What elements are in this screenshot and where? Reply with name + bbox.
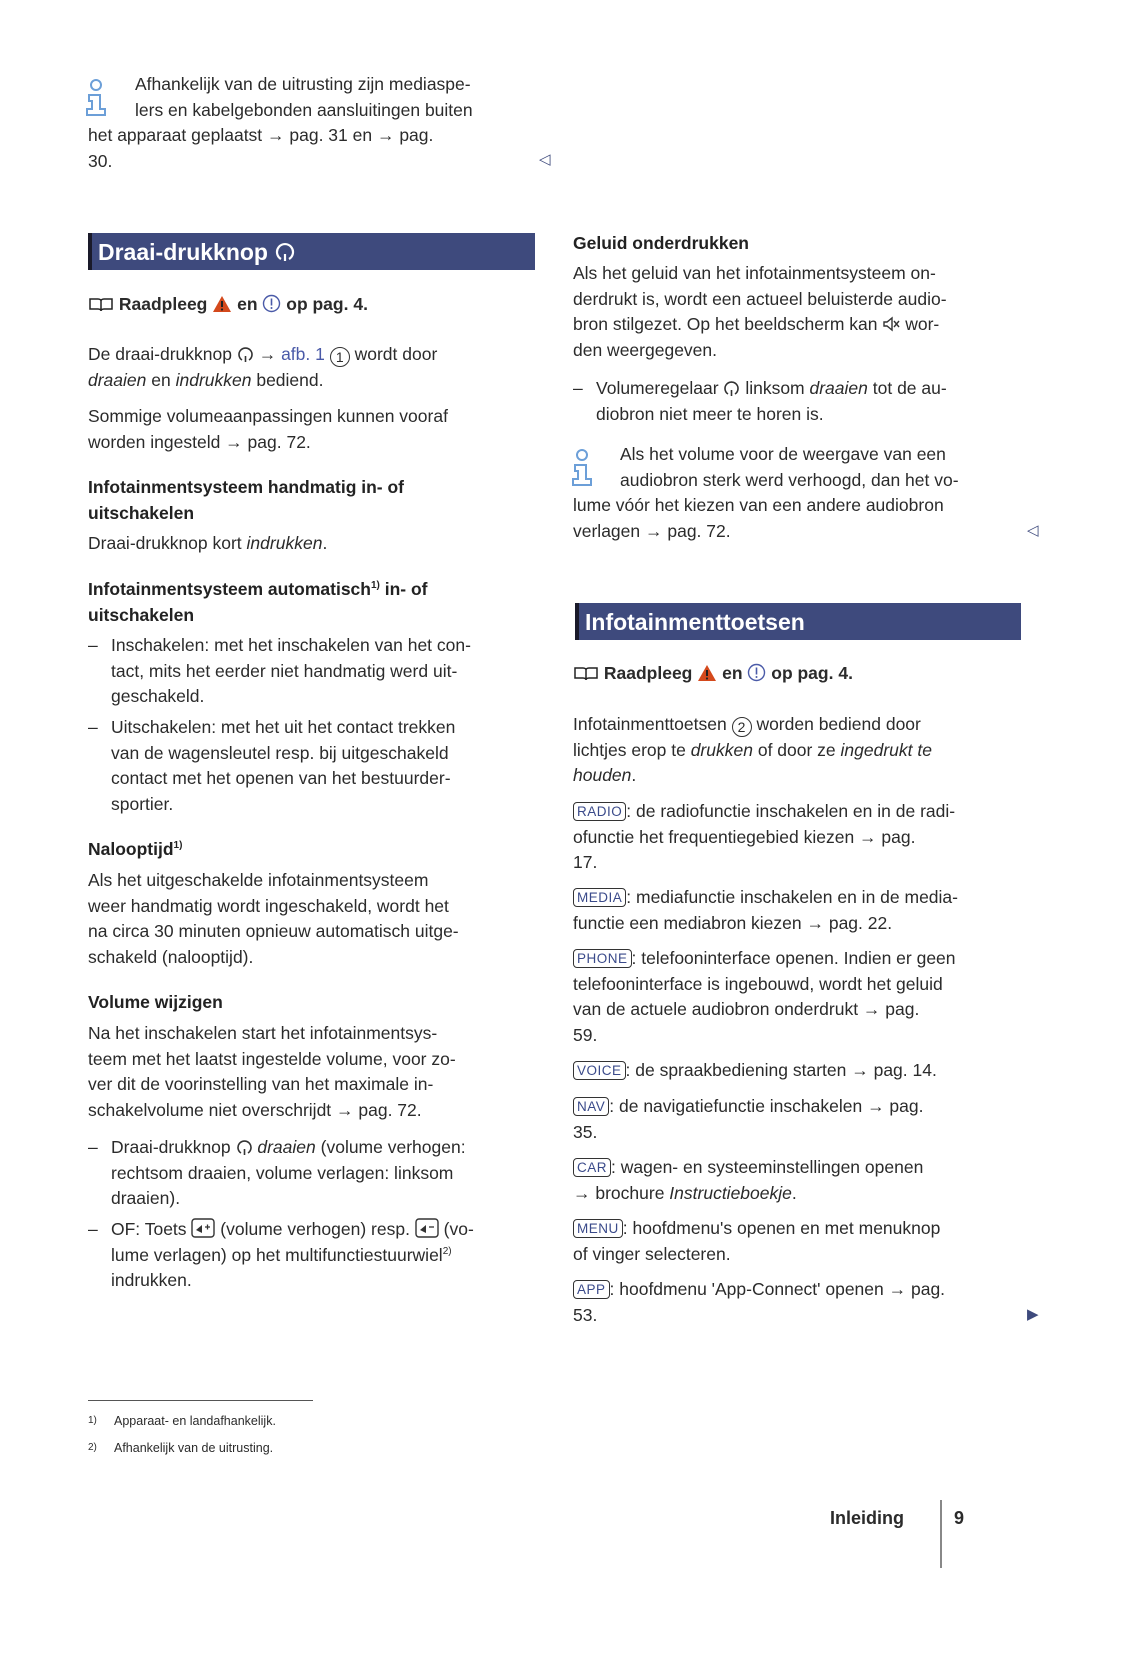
line-text: rechtsom draaien, volume verlagen: linksom	[111, 1162, 454, 1183]
list-item-knob	[88, 1135, 466, 1212]
section-end-marker: ◁	[539, 150, 551, 168]
key-nav-description	[573, 1094, 924, 1145]
line-text: diobron niet meer te horen is.	[596, 403, 824, 424]
footnote-mark: 2)	[88, 1442, 97, 1453]
text: bediend.	[251, 369, 324, 390]
text-line	[573, 231, 749, 257]
section-end-marker: ◁	[1027, 521, 1039, 539]
line-text: 17.	[573, 852, 598, 872]
heading-auto-switch	[88, 577, 428, 628]
continued-marker: ▶	[1027, 1305, 1039, 1323]
footer-divider	[940, 1500, 942, 1568]
bold-text: Raadpleeg	[114, 294, 213, 314]
keys-intro-paragraph	[573, 712, 932, 789]
bold-text: op pag. 4.	[766, 663, 853, 683]
text: bron stilgezet. Op het beeldscherm kan	[573, 314, 883, 334]
text-line	[88, 72, 473, 98]
emphasis-text: draaien	[88, 369, 147, 390]
consult-safety-left	[88, 292, 368, 318]
section-header-draai-drukknop	[88, 233, 535, 270]
line-text: het apparaat geplaatst → pag. 31 en → pag.	[88, 125, 434, 145]
text-line	[88, 123, 473, 149]
text-line	[88, 990, 223, 1016]
heading-mute	[573, 231, 749, 257]
mute-paragraph	[573, 261, 947, 363]
info-note-volume	[573, 442, 959, 544]
text-line	[573, 493, 959, 519]
text-line	[88, 919, 459, 945]
key-media: MEDIA	[573, 888, 626, 907]
line-text: Na het inschakelen start het infotainmentsys-	[88, 1023, 438, 1043]
line-text: contact met het openen van het bestuurder-	[111, 768, 451, 788]
text-line	[573, 825, 955, 851]
line-text: Uitschakelen: met het uit het contact trekken	[111, 717, 456, 737]
line-text: ver dit de voorinstelling van het maximale in-	[88, 1074, 434, 1094]
text-line	[111, 1135, 466, 1161]
line-text: ofunctie het frequentiegebied kiezen → pag.	[573, 826, 916, 847]
knob-icon	[723, 379, 740, 405]
text-line	[88, 837, 182, 863]
list-dash: –	[88, 717, 98, 737]
callout-number: 2	[732, 717, 752, 737]
text-line	[573, 885, 958, 911]
line-text: schakeld (nalooptijd).	[88, 946, 254, 967]
section-title: Draai-drukknop	[98, 239, 268, 265]
text: lume verlagen) op het multifunctiestuurwiel	[111, 1244, 443, 1265]
page-number: 9	[954, 1508, 965, 1528]
key-phone-description	[573, 946, 956, 1048]
text-line	[88, 1072, 456, 1098]
line-text: draaien).	[111, 1188, 181, 1208]
text-line	[573, 1303, 945, 1329]
line-text: uitschakelen	[88, 604, 195, 625]
text: : de navigatiefunctie inschakelen → pag.	[609, 1096, 924, 1116]
text-line	[573, 738, 932, 764]
callout-number: 1	[330, 347, 350, 367]
text-line	[88, 430, 448, 456]
line-text: Inschakelen: met het inschakelen van het con-	[111, 635, 471, 655]
volume-up-key-icon	[191, 1218, 215, 1246]
text-line	[573, 1058, 937, 1084]
list-dash: –	[88, 1137, 98, 1157]
text: Infotainmenttoetsen	[573, 714, 732, 734]
key-menu-description	[573, 1216, 940, 1267]
text-line	[573, 763, 932, 789]
section-title: Infotainmenttoetsen	[585, 609, 805, 635]
heading-volume	[88, 990, 223, 1016]
text-line	[88, 404, 448, 430]
line-text: of vinger selecteren.	[573, 1243, 731, 1264]
footnote-ref: 1)	[370, 580, 380, 591]
text-line	[573, 338, 947, 364]
run-on-paragraph	[88, 868, 459, 970]
text: : de spraakbediening starten → pag. 14.	[625, 1060, 937, 1080]
text-line	[111, 684, 471, 710]
emphasis-text: houden	[573, 765, 632, 785]
text: Draai-drukknop	[111, 1137, 236, 1157]
text: worden bediend door	[751, 714, 921, 734]
text-line	[573, 1120, 924, 1146]
text: (volume verhogen:	[315, 1137, 466, 1157]
text: tot de au-	[867, 378, 947, 398]
text-line	[573, 946, 956, 972]
text-line	[111, 1161, 466, 1187]
key-car-description	[573, 1155, 923, 1206]
key-radio-description	[573, 799, 955, 876]
line-text: functie een mediabron kiezen → pag. 22.	[573, 912, 893, 933]
list-item-mute	[573, 376, 947, 427]
caution-icon	[262, 294, 281, 321]
text-line	[88, 894, 459, 920]
key-radio: RADIO	[573, 802, 626, 821]
line-text: weer handmatig wordt ingeschakeld, wordt het	[88, 895, 449, 916]
knob-icon	[237, 345, 254, 371]
text-line	[573, 312, 947, 338]
text-line	[88, 1021, 456, 1047]
text-line	[573, 1023, 956, 1049]
text-line	[111, 659, 471, 685]
line-text: Sommige volumeaanpassingen kunnen vooraf	[88, 406, 448, 426]
text: : telefooninterface openen. Indien er geen	[631, 948, 956, 968]
text-line	[573, 261, 947, 287]
line-text: uitschakelen	[88, 502, 195, 523]
text-line	[88, 342, 437, 368]
line-text: tact, mits het eerder niet handmatig werd uit-	[111, 660, 458, 681]
key-media-description	[573, 885, 958, 936]
text: in- of	[379, 579, 428, 599]
text-line	[573, 911, 958, 937]
key-app-description	[573, 1277, 945, 1328]
key-menu: MENU	[573, 1219, 623, 1238]
text-line	[111, 715, 455, 741]
line-text: Geluid onderdrukken	[573, 233, 749, 253]
text-line	[88, 1047, 456, 1073]
text-line	[573, 799, 955, 825]
footer-section-name: Inleiding	[830, 1508, 904, 1528]
text: : mediafunctie inschakelen en in de media-	[626, 887, 958, 907]
text: : hoofdmenu's openen en met menuknop	[622, 1218, 941, 1238]
text-line	[111, 792, 455, 818]
text-line	[88, 501, 404, 527]
list-item-steering-wheel	[88, 1217, 474, 1294]
footnote-ref: 1)	[173, 840, 183, 851]
text: of door ze	[752, 739, 841, 760]
text: : wagen- en systeeminstellingen openen	[611, 1157, 924, 1177]
line-text: na circa 30 minuten opnieuw automatisch uitge-	[88, 921, 459, 941]
warning-icon	[212, 295, 232, 321]
text-line	[111, 1268, 474, 1294]
line-text: 30.	[88, 150, 113, 171]
list-dash: –	[573, 378, 583, 398]
text-line	[573, 661, 853, 687]
text-line	[573, 1181, 923, 1207]
line-text: den weergegeven.	[573, 339, 717, 360]
info-note-top	[88, 72, 473, 174]
text: OF: Toets	[111, 1219, 192, 1239]
text-line	[573, 712, 932, 738]
text: Nalooptijd	[88, 839, 174, 859]
text-line	[88, 475, 404, 501]
bold-text: en	[717, 663, 748, 683]
section-header-infotainmenttoetsen	[575, 603, 1021, 640]
line-text: lers en kabelgebonden aansluitingen buiten	[135, 99, 473, 120]
text-line	[88, 368, 437, 394]
line-text: Als het geluid van het infotainmentsysteem on-	[573, 263, 936, 283]
caution-icon	[747, 663, 766, 690]
line-text: Infotainmentsysteem handmatig in- of	[88, 477, 404, 497]
emphasis-text: indrukken	[246, 533, 323, 553]
key-nav: NAV	[573, 1097, 609, 1116]
line-text: verlagen → pag. 72.	[573, 520, 731, 541]
text-line	[596, 376, 947, 402]
line-text: Als het volume voor de weergave van een	[620, 444, 946, 464]
text-line	[88, 1098, 456, 1124]
text: Volumeregelaar	[596, 378, 724, 398]
text-line	[111, 633, 471, 659]
intro-paragraph	[88, 342, 437, 393]
text-line	[573, 519, 959, 545]
list-dash: –	[88, 1219, 98, 1239]
footnote-mark: 1)	[88, 1415, 97, 1426]
text: → brochure	[573, 1182, 670, 1203]
line-text: van de actuele audiobron onderdrukt → pag.	[573, 999, 920, 1019]
list-item-switch-off	[88, 715, 456, 817]
text-line	[111, 766, 455, 792]
bold-text: op pag. 4.	[281, 294, 368, 314]
line-text: Volume wijzigen	[88, 992, 223, 1012]
line-text: worden ingesteld → pag. 72.	[88, 431, 311, 452]
text: De draai-drukknop	[88, 344, 237, 364]
text-line	[88, 603, 428, 629]
footnote-1	[88, 1412, 276, 1432]
preset-paragraph	[88, 404, 448, 455]
text: : hoofdmenu 'App-Connect' openen → pag.	[609, 1279, 946, 1299]
emphasis-text: indrukken	[175, 369, 252, 390]
key-voice-description	[573, 1058, 937, 1084]
text-line	[88, 292, 368, 318]
text: wordt door	[349, 344, 438, 364]
manual-book-icon	[88, 295, 114, 321]
text-line	[573, 1155, 923, 1181]
line-text: van de wagensleutel resp. bij uitgeschakeld	[111, 742, 449, 763]
volume-down-key-icon	[415, 1218, 439, 1246]
line-text: derdrukt is, wordt een actueel beluisterde audio-	[573, 288, 947, 309]
text: lichtjes erop te	[573, 739, 691, 760]
text: : de radiofunctie inschakelen en in de radi-	[626, 801, 956, 821]
heading-manual-switch	[88, 475, 404, 526]
figure-link[interactable]: afb. 1	[281, 344, 325, 364]
text: .	[322, 533, 328, 553]
key-voice: VOICE	[573, 1061, 626, 1080]
text: Draai-drukknop kort	[88, 533, 247, 553]
text-line	[88, 531, 327, 557]
line-text: Als het uitgeschakelde infotainmentsysteem	[88, 870, 429, 890]
key-car: CAR	[573, 1158, 611, 1177]
text: →	[253, 344, 282, 364]
text: (vo-	[438, 1219, 474, 1239]
text-line	[573, 1277, 945, 1303]
line-text: lume vóór het kiezen van een andere audiobron	[573, 495, 944, 515]
volume-paragraph	[88, 1021, 456, 1123]
text-line	[573, 442, 959, 468]
list-dash: –	[88, 635, 98, 655]
text-line	[573, 287, 947, 313]
text-line	[88, 577, 428, 603]
text-line	[573, 850, 955, 876]
line-text: audiobron sterk werd verhoogd, dan het vo-	[620, 469, 959, 490]
text-line	[573, 1094, 924, 1120]
line-text: Afhankelijk van de uitrusting zijn mediaspe-	[135, 74, 471, 94]
emphasis-text: draaien	[809, 378, 868, 398]
footnote-text: Apparaat- en landafhankelijk.	[114, 1414, 276, 1428]
footnote-rule	[88, 1400, 313, 1401]
knob-icon	[236, 1138, 253, 1164]
text-line	[88, 945, 459, 971]
line-text: geschakeld.	[111, 686, 205, 706]
text: .	[791, 1182, 797, 1203]
manual-paragraph	[88, 531, 327, 557]
line-text: sportier.	[111, 793, 174, 814]
text: wor-	[900, 314, 940, 334]
text	[325, 344, 330, 364]
text-line	[573, 972, 956, 998]
emphasis-text: draaien	[257, 1137, 316, 1157]
list-item-switch-on	[88, 633, 471, 710]
text-line	[111, 1243, 474, 1269]
footnote-text: Afhankelijk van de uitrusting.	[114, 1441, 274, 1455]
text-line	[596, 402, 947, 428]
text-line	[111, 1217, 474, 1243]
line-text: indrukken.	[111, 1270, 192, 1290]
emphasis-text: Instructieboekje	[669, 1182, 792, 1203]
emphasis-text: ingedrukt te	[840, 739, 932, 760]
key-phone: PHONE	[573, 949, 632, 968]
text-line	[111, 1186, 466, 1212]
text-line	[88, 868, 459, 894]
line-text: telefooninterface is ingebouwd, wordt het geluid	[573, 973, 943, 994]
warning-icon	[697, 664, 717, 690]
text-line	[573, 1216, 940, 1242]
text: .	[631, 765, 637, 785]
text-line	[573, 1242, 940, 1268]
text: Infotainmentsysteem automatisch	[88, 579, 371, 599]
text-line	[88, 149, 473, 175]
text: linksom	[740, 378, 810, 398]
knob-icon	[274, 236, 296, 274]
line-text: teem met het laatst ingestelde volume, voor zo-	[88, 1048, 456, 1069]
text: en	[146, 369, 176, 390]
text-line	[88, 98, 473, 124]
line-text: schakelvolume niet overschrijdt → pag. 72.	[88, 1099, 422, 1120]
consult-safety-right	[573, 661, 853, 687]
bold-text: Raadpleeg	[599, 663, 698, 683]
text-line	[573, 997, 956, 1023]
line-text: 53.	[573, 1304, 598, 1325]
mute-icon	[882, 315, 900, 341]
manual-book-icon	[573, 664, 599, 690]
key-app: APP	[573, 1280, 610, 1299]
bold-text: en	[232, 294, 263, 314]
footnote-ref: 2)	[442, 1245, 452, 1257]
heading-run-on-time	[88, 837, 182, 863]
line-text: 59.	[573, 1024, 598, 1045]
text-line	[111, 741, 455, 767]
line-text: 35.	[573, 1121, 598, 1142]
text: (volume verhogen) resp.	[215, 1219, 415, 1239]
footnote-2	[88, 1439, 274, 1459]
emphasis-text: drukken	[690, 739, 753, 760]
text-line	[573, 468, 959, 494]
